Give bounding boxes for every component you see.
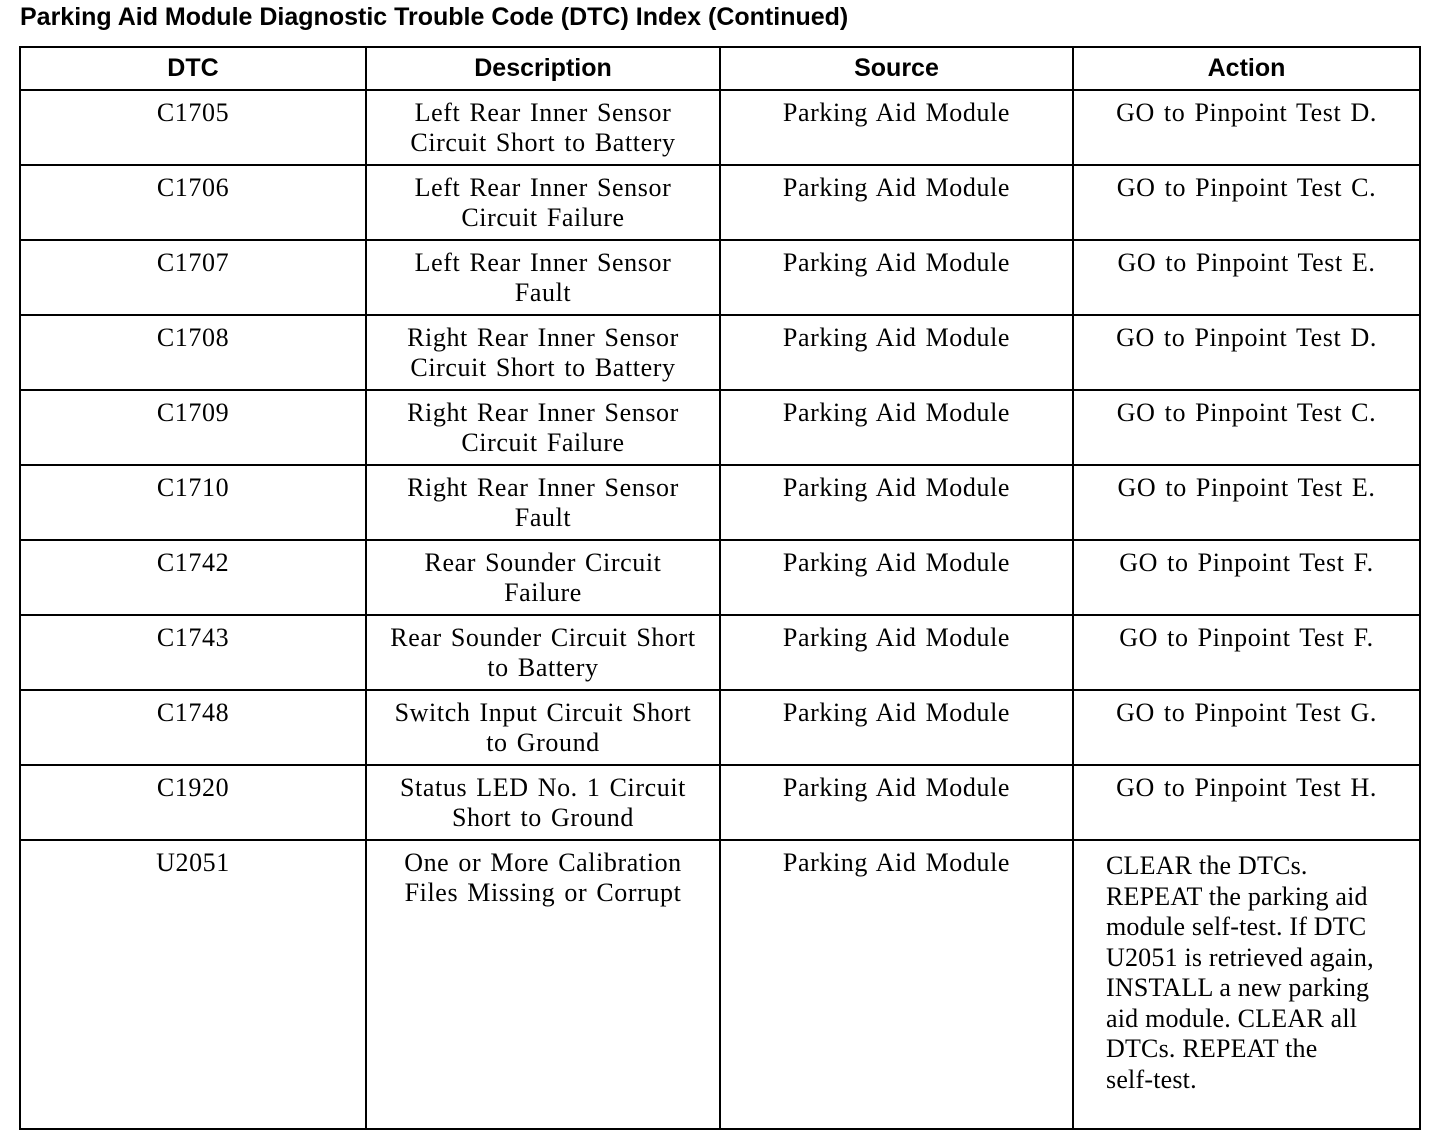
description-cell bbox=[366, 315, 720, 390]
dtc-index-table bbox=[19, 46, 1421, 1130]
dtc-source: Parking Aid Module bbox=[782, 848, 1011, 877]
dtc-cell bbox=[20, 690, 366, 765]
source-cell bbox=[720, 465, 1073, 540]
dtc-cell bbox=[20, 465, 366, 540]
dtc-code: C1742 bbox=[156, 548, 230, 577]
source-cell bbox=[720, 90, 1073, 165]
page-title: Parking Aid Module Diagnostic Trouble Code (DTC) Index (Continued) bbox=[20, 3, 849, 31]
dtc-code: C1707 bbox=[156, 248, 230, 277]
dtc-action: GO to Pinpoint Test C. bbox=[1116, 173, 1377, 202]
action-cell bbox=[1073, 165, 1420, 240]
description-cell bbox=[366, 390, 720, 465]
description-cell bbox=[366, 540, 720, 615]
dtc-code: C1748 bbox=[156, 698, 230, 727]
dtc-description: Left Rear Inner Sensor Circuit Failure bbox=[414, 173, 672, 232]
description-cell bbox=[366, 240, 720, 315]
dtc-cell bbox=[20, 90, 366, 165]
description-cell bbox=[366, 840, 720, 1129]
table-row bbox=[20, 690, 1420, 765]
table-row bbox=[20, 165, 1420, 240]
dtc-action: CLEAR the DTCs. REPEAT the parking aid module self-test. If DTC U2051 is retrieved again, INSTALL a new parking aid module. CLEAR all DTCs. REPEAT the self-test. bbox=[1106, 851, 1374, 1094]
table-row bbox=[20, 315, 1420, 390]
dtc-description: Left Rear Inner Sensor Fault bbox=[414, 248, 672, 307]
table-header-row bbox=[20, 47, 1420, 90]
dtc-action: GO to Pinpoint Test G. bbox=[1116, 698, 1377, 727]
dtc-description: Right Rear Inner Sensor Circuit Short to Battery bbox=[407, 323, 679, 382]
dtc-source: Parking Aid Module bbox=[782, 698, 1011, 727]
dtc-description: Left Rear Inner Sensor Circuit Short to Battery bbox=[410, 98, 676, 157]
dtc-cell bbox=[20, 390, 366, 465]
table-row bbox=[20, 90, 1420, 165]
dtc-action: GO to Pinpoint Test H. bbox=[1116, 773, 1377, 802]
dtc-description: Right Rear Inner Sensor Fault bbox=[407, 473, 679, 532]
table-row bbox=[20, 540, 1420, 615]
action-cell bbox=[1073, 240, 1420, 315]
action-cell bbox=[1073, 315, 1420, 390]
dtc-code: C1709 bbox=[156, 398, 230, 427]
dtc-code: C1708 bbox=[156, 323, 230, 352]
dtc-source: Parking Aid Module bbox=[782, 623, 1011, 652]
dtc-action: GO to Pinpoint Test F. bbox=[1119, 623, 1374, 652]
action-cell bbox=[1073, 465, 1420, 540]
dtc-cell bbox=[20, 315, 366, 390]
table-row bbox=[20, 840, 1420, 1129]
table-row bbox=[20, 615, 1420, 690]
dtc-cell bbox=[20, 615, 366, 690]
dtc-source: Parking Aid Module bbox=[782, 98, 1011, 127]
dtc-code: C1706 bbox=[156, 173, 230, 202]
dtc-cell bbox=[20, 540, 366, 615]
source-cell bbox=[720, 840, 1073, 1129]
action-cell bbox=[1073, 390, 1420, 465]
source-cell bbox=[720, 315, 1073, 390]
source-cell bbox=[720, 765, 1073, 840]
dtc-source: Parking Aid Module bbox=[782, 773, 1011, 802]
dtc-description: Rear Sounder Circuit Failure bbox=[424, 548, 662, 607]
dtc-action: GO to Pinpoint Test E. bbox=[1117, 473, 1376, 502]
source-cell bbox=[720, 390, 1073, 465]
action-cell bbox=[1073, 540, 1420, 615]
dtc-action: GO to Pinpoint Test F. bbox=[1119, 548, 1374, 577]
dtc-code: U2051 bbox=[156, 848, 230, 877]
dtc-description: Rear Sounder Circuit Short to Battery bbox=[390, 623, 696, 682]
dtc-action: GO to Pinpoint Test D. bbox=[1116, 323, 1377, 352]
dtc-source: Parking Aid Module bbox=[782, 323, 1011, 352]
dtc-cell bbox=[20, 840, 366, 1129]
dtc-code: C1705 bbox=[156, 98, 230, 127]
dtc-description: Right Rear Inner Sensor Circuit Failure bbox=[407, 398, 679, 457]
dtc-source: Parking Aid Module bbox=[782, 548, 1011, 577]
dtc-description: Status LED No. 1 Circuit Short to Ground bbox=[400, 773, 686, 832]
source-cell bbox=[720, 540, 1073, 615]
dtc-action: GO to Pinpoint Test D. bbox=[1116, 98, 1377, 127]
description-cell bbox=[366, 90, 720, 165]
dtc-description: One or More Calibration Files Missing or Corrupt bbox=[404, 848, 682, 907]
description-cell bbox=[366, 165, 720, 240]
dtc-code: C1920 bbox=[156, 773, 230, 802]
header-description: Description bbox=[366, 47, 720, 90]
action-cell bbox=[1073, 90, 1420, 165]
dtc-code: C1710 bbox=[156, 473, 230, 502]
dtc-cell bbox=[20, 165, 366, 240]
dtc-cell bbox=[20, 240, 366, 315]
action-cell bbox=[1073, 690, 1420, 765]
dtc-source: Parking Aid Module bbox=[782, 398, 1011, 427]
dtc-cell bbox=[20, 765, 366, 840]
dtc-code: C1743 bbox=[156, 623, 230, 652]
action-cell bbox=[1073, 615, 1420, 690]
dtc-action: GO to Pinpoint Test E. bbox=[1117, 248, 1376, 277]
source-cell bbox=[720, 615, 1073, 690]
action-cell bbox=[1073, 840, 1420, 1129]
dtc-source: Parking Aid Module bbox=[782, 473, 1011, 502]
header-dtc: DTC bbox=[20, 47, 366, 90]
dtc-source: Parking Aid Module bbox=[782, 173, 1011, 202]
description-cell bbox=[366, 765, 720, 840]
description-cell bbox=[366, 690, 720, 765]
source-cell bbox=[720, 690, 1073, 765]
action-cell bbox=[1073, 765, 1420, 840]
dtc-source: Parking Aid Module bbox=[782, 248, 1011, 277]
table-row bbox=[20, 390, 1420, 465]
source-cell bbox=[720, 165, 1073, 240]
dtc-action: GO to Pinpoint Test C. bbox=[1116, 398, 1377, 427]
table-row bbox=[20, 240, 1420, 315]
table-row bbox=[20, 765, 1420, 840]
description-cell bbox=[366, 465, 720, 540]
header-source: Source bbox=[720, 47, 1073, 90]
dtc-description: Switch Input Circuit Short to Ground bbox=[394, 698, 692, 757]
header-action: Action bbox=[1073, 47, 1420, 90]
source-cell bbox=[720, 240, 1073, 315]
description-cell bbox=[366, 615, 720, 690]
table-row bbox=[20, 465, 1420, 540]
